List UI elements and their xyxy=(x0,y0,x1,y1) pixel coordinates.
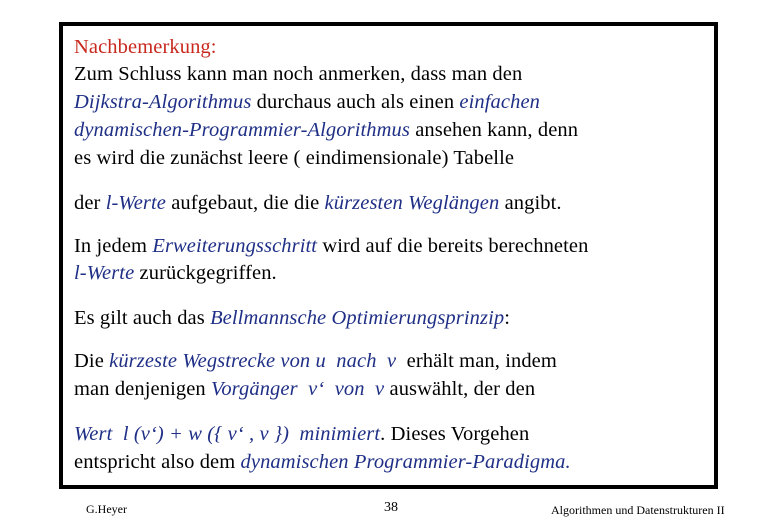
paragraph-1-line-3: dynamischen-Programmier-Algorithmus ansehen kann, denn xyxy=(74,119,579,141)
term-l-werte: l-Werte xyxy=(105,192,166,214)
paragraph-6-line-1: Wert l (v‘) + w ({ v‘ , v }) minimiert. Dieses Vorgehen xyxy=(74,423,530,445)
term-minimized-value: Wert l (v‘) + w ({ v‘ , v }) minimiert xyxy=(74,423,381,445)
paragraph-1-line-1: Zum Schluss kann man noch anmerken, dass man den xyxy=(74,63,523,85)
term-dijkstra: Dijkstra-Algorithmus xyxy=(74,91,252,113)
term-einfachen: einfachen xyxy=(459,91,540,113)
term-dynamic-programming: dynamischen-Programmier-Algorithmus xyxy=(74,119,410,141)
footer-course-title: Algorithmen und Datenstrukturen II xyxy=(551,503,725,517)
paragraph-1-line-2: Dijkstra-Algorithmus durchaus auch als einen einfachen xyxy=(74,91,540,113)
footer-page-number: 38 xyxy=(384,500,398,515)
paragraph-5-line-1: Die kürzeste Wegstrecke von u nach v erhält man, indem xyxy=(74,350,557,372)
term-l-werte-2: l-Werte xyxy=(74,262,135,284)
term-dp-paradigm: dynamischen Programmier-Paradigma. xyxy=(240,451,571,473)
paragraph-3-line-2: l-Werte zurückgegriffen. xyxy=(74,262,277,284)
slide-heading: Nachbemerkung: xyxy=(74,36,217,58)
term-predecessor: Vorgänger v‘ von v xyxy=(210,378,385,400)
term-extension-step: Erweiterungsschritt xyxy=(152,235,318,257)
paragraph-1-line-4: es wird die zunächst leere ( eindimensionale) Tabelle xyxy=(74,147,515,169)
paragraph-6-line-2: entspricht also dem dynamischen Programmier-Paradigma. xyxy=(74,451,571,473)
term-shortest-paths: kürzesten Weglängen xyxy=(324,192,500,214)
term-bellman-principle: Bellmannsche Optimierungsprinzip xyxy=(210,307,505,329)
footer-author: G.Heyer xyxy=(86,502,127,516)
paragraph-3-line-1: In jedem Erweiterungsschritt wird auf die bereits berechneten xyxy=(74,235,589,257)
paragraph-2: der l-Werte aufgebaut, die die kürzesten Weglängen angibt. xyxy=(74,192,562,214)
paragraph-5-line-2: man denjenigen Vorgänger v‘ von v auswählt, der den xyxy=(74,378,536,400)
term-shortest-route: kürzeste Wegstrecke von u nach v xyxy=(109,350,397,372)
paragraph-4: Es gilt auch das Bellmannsche Optimierungsprinzip: xyxy=(74,307,511,329)
